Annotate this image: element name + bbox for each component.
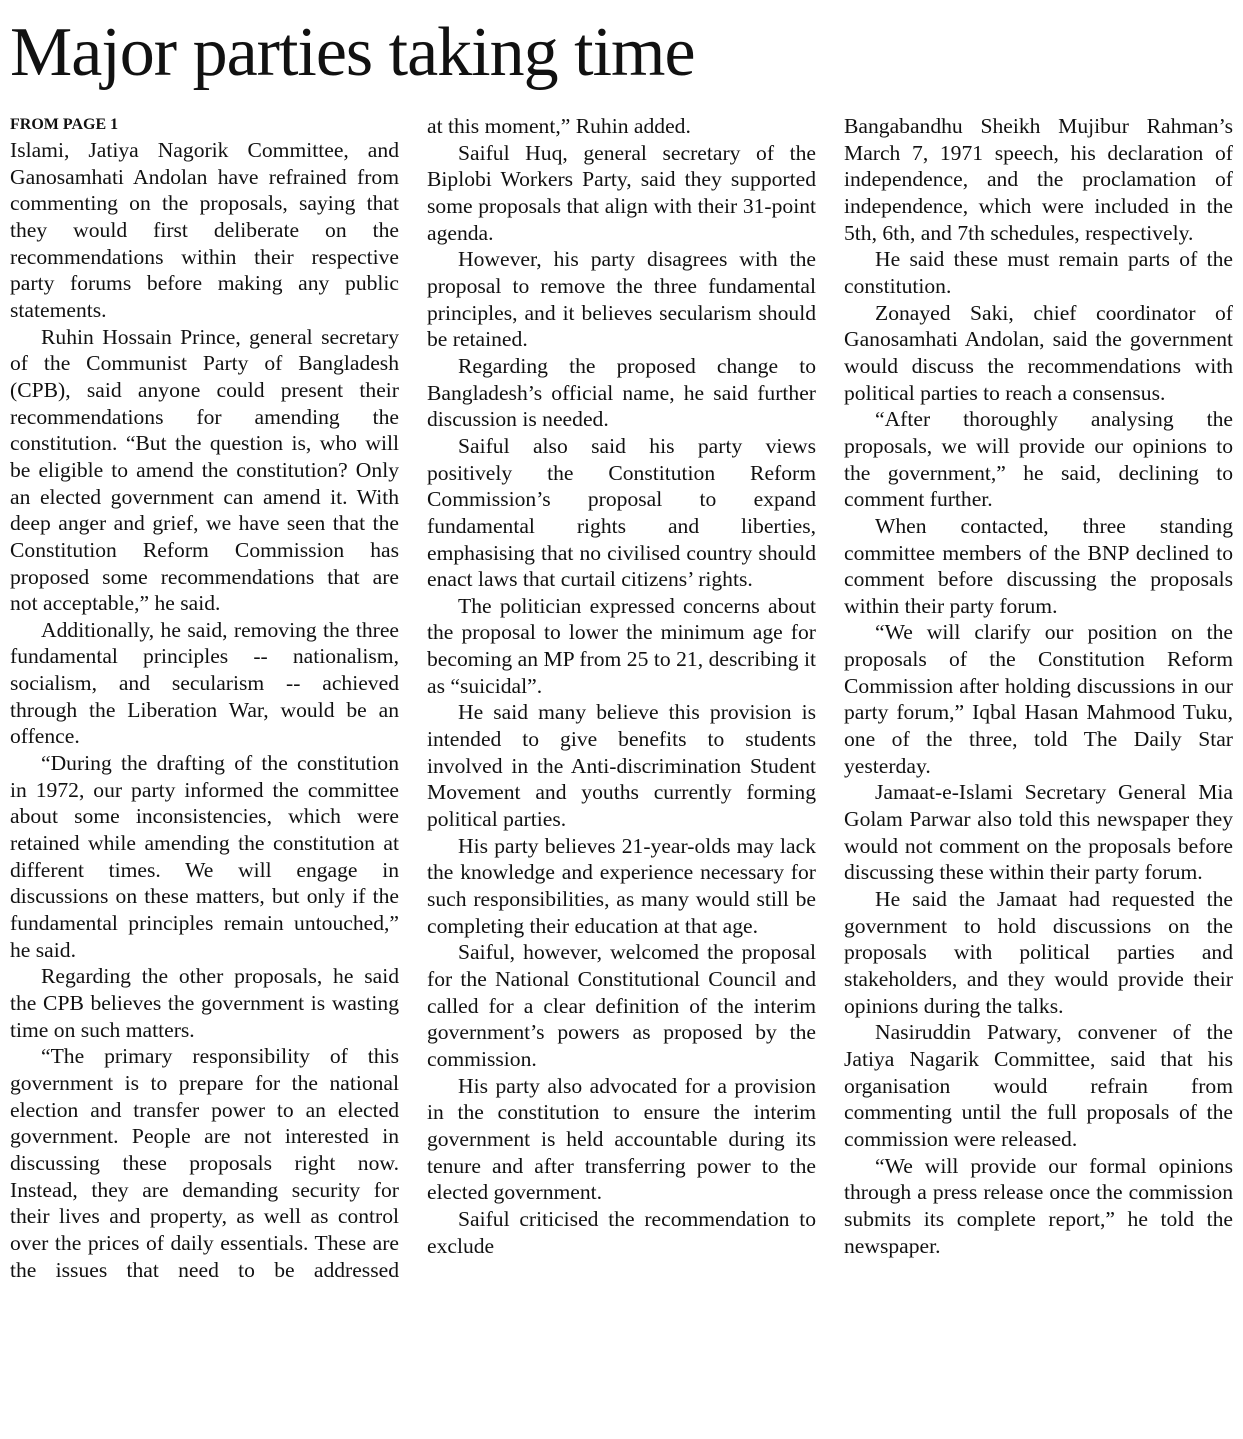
continued-from-label: FROM PAGE 1 xyxy=(10,116,119,133)
paragraph: Regarding the proposed change to Bangladesh’s official name, he said further discussion is needed. xyxy=(427,353,816,432)
article-column-1 xyxy=(10,113,399,1283)
paragraph: He said many believe this provision is intended to give benefits to students involved in the Anti-discrimination Student Movement and youths currently forming political parties. xyxy=(427,700,816,832)
paragraph: “We will provide our formal opinions through a press release once the commission submits its complete report,” he told the newspaper. xyxy=(844,1153,1233,1258)
headline: Major parties taking time xyxy=(10,14,695,91)
paragraph: His party believes 21-year-olds may lack the knowledge and experience necessary for such responsibilities, as many would still be completing their education at that age. xyxy=(427,833,816,938)
paragraph: Nasiruddin Patwary, convener of the Jatiya Nagarik Committee, said that his organisation would refrain from commenting until the full proposals of the commission were released. xyxy=(844,1020,1233,1151)
paragraph: Saiful, however, welcomed the proposal for the National Constitutional Council and called for a clear definition of the interim government’s powers as proposed by the commission. xyxy=(427,940,816,1071)
paragraph: Jamaat-e-Islami Secretary General Mia Golam Parwar also told this newspaper they would not comment on the proposals before discussing these within their party forum. xyxy=(844,780,1233,885)
paragraph: He said the Jamaat had requested the government to hold discussions on the proposals with political parties and stakeholders, and they would provide their opinions during the talks. xyxy=(844,887,1233,1018)
paragraph: “After thoroughly analysing the proposals, we will provide our opinions to the government,” he said, declining to comment further. xyxy=(844,407,1233,512)
paragraph: Saiful also said his party views positively the Constitution Reform Commission’s proposal to expand fundamental rights and liberties, emphasising that no civilised country should enact laws that curtail citizens’ rights. xyxy=(427,433,816,592)
paragraph: Regarding the other proposals, he said the CPB believes the government is wasting time on such matters. xyxy=(10,964,399,1042)
paragraph: “We will clarify our position on the proposals of the Constitution Reform Commission after holding discussions in our party forum,” Iqbal Hasan Mahmood Tuku, one of the three, told The Daily Star yesterday. xyxy=(844,620,1233,778)
paragraph: “The primary responsibility of this government is to prepare for the national election and transfer power to an elected government. People are not interested in discussing these proposals right now. Instead, they are demanding security for their lives and property, as well as control over the prices of daily essentials. These are the issues that need to be addressed xyxy=(10,1044,399,1282)
paragraph: The politician expressed concerns about the proposal to lower the minimum age for becoming an MP from 25 to 21, describing it as “suicidal”. xyxy=(427,593,816,698)
paragraph: Saiful criticised the recommendation to exclude xyxy=(427,1206,816,1258)
paragraph: at this moment,” Ruhin added. xyxy=(427,114,691,138)
paragraph: Ruhin Hossain Prince, general secretary of the Communist Party of Bangladesh (CPB), said anyone could present their recommendations for amending the constitution. “But the question is, who will be eligible to amend the constitution? Only an elected government can amend it. With deep anger and grief, we have seen that the Constitution Reform Commission has proposed some recommendations that are not acceptable,” he said. xyxy=(10,324,399,616)
paragraph: When contacted, three standing committee members of the BNP declined to comment before discussing the proposals within their party forum. xyxy=(844,513,1233,618)
paragraph: “During the drafting of the constitution in 1972, our party informed the committee about some inconsistencies, which were retained while amending the constitution at different times. We will engage in discussions on these matters, but only if the fundamental principles remain untouched,” he said. xyxy=(10,751,399,962)
paragraph: However, his party disagrees with the proposal to remove the three fundamental principles, and it believes secularism should be retained. xyxy=(427,247,816,352)
paragraph: Saiful Huq, general secretary of the Biplobi Workers Party, said they supported some proposals that align with their 31-point agenda. xyxy=(427,140,816,245)
paragraph: He said these must remain parts of the constitution. xyxy=(844,247,1233,298)
article-column-2 xyxy=(427,113,816,1259)
paragraph: His party also advocated for a provision in the constitution to ensure the interim government is held accountable during its tenure and after transferring power to the elected government. xyxy=(427,1073,816,1205)
article-column-3 xyxy=(844,113,1233,1259)
paragraph: Bangabandhu Sheikh Mujibur Rahman’s March 7, 1971 speech, his declaration of independence, and the proclamation of independence, which were included in the 5th, 6th, and 7th schedules, respectively. xyxy=(844,114,1233,245)
paragraph: Additionally, he said, removing the three fundamental principles -- nationalism, socialism, and secularism -- achieved through the Liberation War, would be an offence. xyxy=(10,617,399,749)
paragraph: Zonayed Saki, chief coordinator of Ganosamhati Andolan, said the government would discuss the recommendations with political parties to reach a consensus. xyxy=(844,300,1233,405)
paragraph: Islami, Jatiya Nagorik Committee, and Ganosamhati Andolan have refrained from commenting on the proposals, saying that they would first deliberate on the recommendations within their respective party forums before making any public statements. xyxy=(10,138,399,322)
